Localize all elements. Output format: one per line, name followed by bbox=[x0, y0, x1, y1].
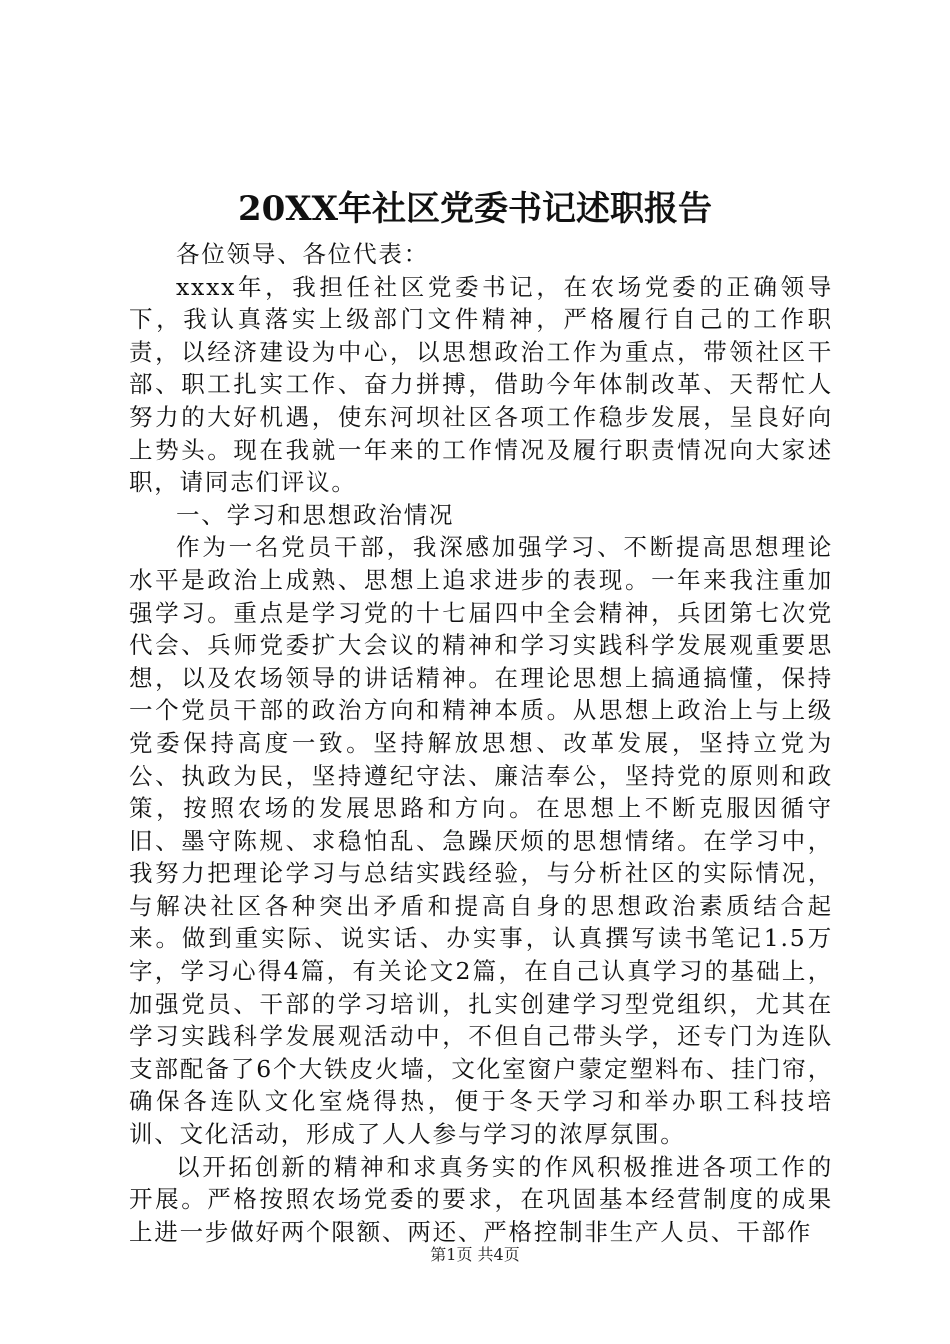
salutation-paragraph: 各位领导、各位代表： bbox=[176, 240, 429, 268]
intro-paragraph: xxxx年，我担任社区党委书记，在农场党委的正确领导下，我认真落实上级部门文件精神，严格履行自己的工作职责，以经济建设为中心，以思想政治工作为重点，带领社区干部、职工扎实工作、奋力拼搏，借助今年体制改革、天帮忙人努力的大好机遇，使东河坝社区各项工作稳步发展，呈良好向上势头。现在我就一年来的工作情况及履行职责情况向大家述职，请同志们评议。 bbox=[129, 272, 833, 497]
document-title: 20XX年社区党委书记述职报告 bbox=[237, 189, 713, 229]
document-body bbox=[129, 238, 833, 1248]
page-footer: 第1页 共4页 bbox=[430, 1245, 520, 1264]
work-paragraph: 以开拓创新的精神和求真务实的作风积极推进各项工作的开展。严格按照农场党委的要求，在巩固基本经营制度的成果上进一步做好两个限额、两还、严格控制非生产人员、干部作 bbox=[129, 1152, 833, 1246]
study-paragraph: 作为一名党员干部，我深感加强学习、不断提高思想理论水平是政治上成熟、思想上追求进步的表现。一年来我注重加强学习。重点是学习党的十七届四中全会精神，兵团第七次党代会、兵师党委扩大会议的精神和学习实践科学发展观重要思想，以及农场领导的讲话精神。在理论思想上搞通搞懂，保持一个党员干部的政治方向和精神本质。从思想上政治上与上级党委保持高度一致。坚持解放思想、改革发展，坚持立党为公、执政为民，坚持遵纪守法、廉洁奉公，坚持党的原则和政策，按照农场的发展思路和方向。在思想上不断克服因循守旧、墨守陈规、求稳怕乱、急躁厌烦的思想情绪。在学习中，我努力把理论学习与总结实践经验，与分析社区的实际情况，与解决社区各种突出矛盾和提高自身的思想政治素质结合起来。做到重实际、说实话、办实事，认真撰写读书笔记1.5万字，学习心得4篇，有关论文2篇，在自己认真学习的基础上，加强党员、干部的学习培训，扎实创建学习型党组织，尤其在学习实践科学发展观活动中，不但自己带头学，还专门为连队支部配备了6个大铁皮火墙，文化室窗户蒙定塑料布、挂门帘，确保各连队文化室烧得热，便于冬天学习和举办职工科技培训、文化活动，形成了人人参与学习的浓厚氛围。 bbox=[129, 533, 833, 1149]
section-heading: 一、学习和思想政治情况 bbox=[176, 500, 455, 529]
